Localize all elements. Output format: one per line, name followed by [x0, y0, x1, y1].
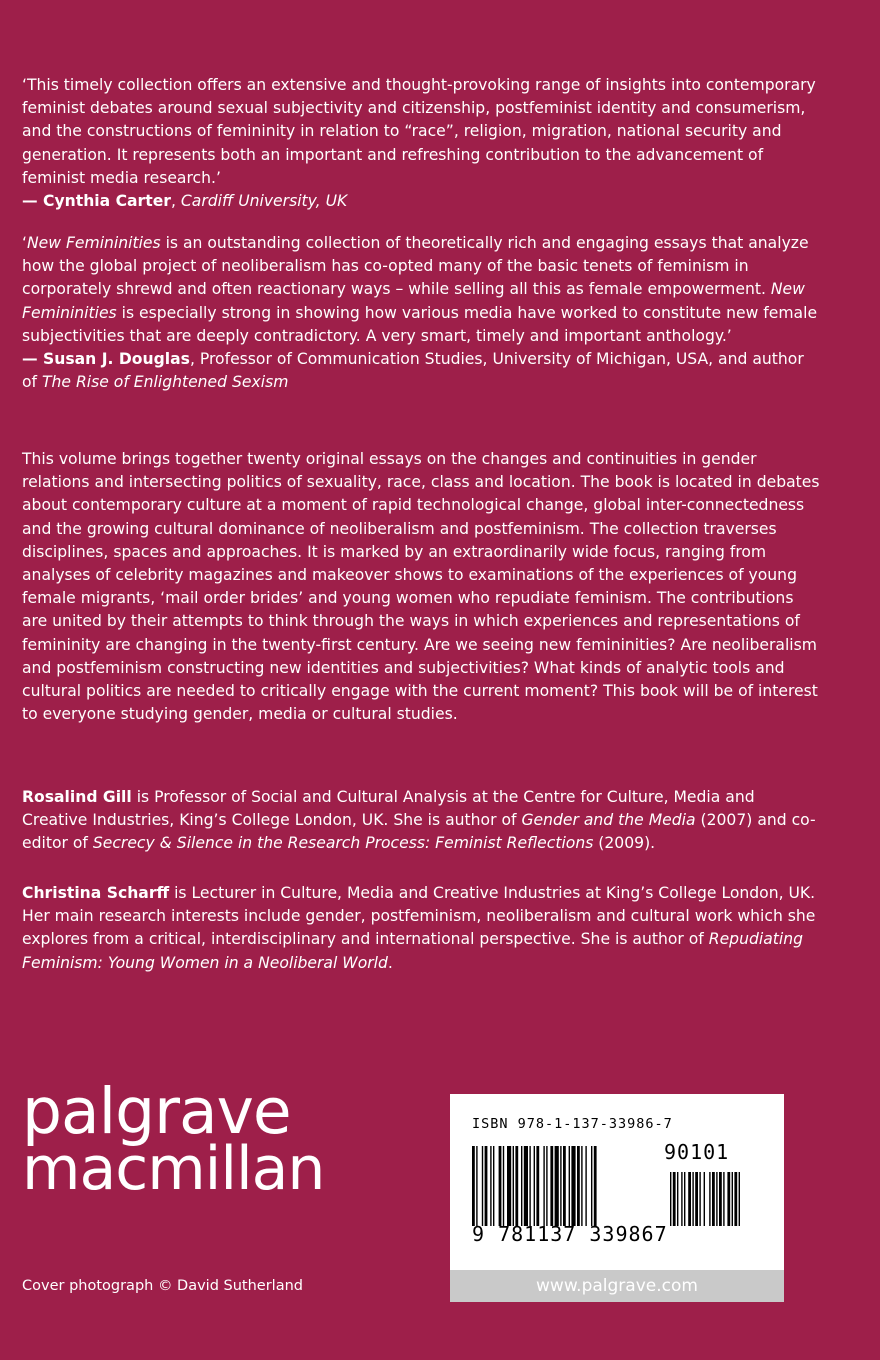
barcode-bar	[485, 1146, 488, 1226]
addon-bar	[723, 1172, 724, 1226]
barcode-bar	[476, 1146, 477, 1226]
addon-bar	[739, 1172, 740, 1226]
barcode-bar	[591, 1146, 592, 1226]
quote-2-book-title: New Femininities	[26, 234, 161, 252]
bio-2-book: Repudiating Feminism: Young Women in a Neoliberal World	[22, 930, 803, 972]
addon-bar	[692, 1172, 693, 1226]
barcode-bar	[513, 1146, 514, 1226]
barcode-bar	[521, 1146, 522, 1226]
cover-photo-credit: Cover photograph © David Sutherland	[22, 1278, 303, 1294]
publisher-website: www.palgrave.com	[450, 1270, 784, 1302]
addon-bar	[695, 1172, 698, 1226]
quote-2-author: Susan J. Douglas	[43, 350, 190, 369]
logo-line-1: palgrave	[22, 1075, 291, 1148]
addon-bar	[716, 1172, 717, 1226]
addon-bar	[712, 1172, 715, 1226]
quote-1-text: ‘This timely collection offers an extensive and thought-provoking range of insights into contemporary feminist debates around sexual subjectivity and citizenship, postfeminist identity and consumerism, and the constructions of femininity in relation to “race”, religion, migration, national security and generation. It represents both an important and refreshing contribution to the advancement of feminist media research.’	[22, 76, 816, 187]
barcode-bar	[581, 1146, 582, 1226]
barcode-panel	[450, 1094, 784, 1302]
addon-bar	[681, 1172, 682, 1226]
book-description	[22, 448, 822, 726]
barcode-bar	[472, 1146, 475, 1226]
barcode-bar	[560, 1146, 561, 1226]
addon-bar	[734, 1172, 737, 1226]
barcode-bar	[507, 1146, 511, 1226]
addon-bar	[727, 1172, 730, 1226]
price-addon-digits: 90101	[664, 1140, 730, 1164]
bio-1-name: Rosalind Gill	[22, 788, 132, 806]
isbn-label: ISBN 978-1-137-33986-7	[472, 1116, 673, 1132]
barcode-bar	[569, 1146, 570, 1226]
quote-2-dash: —	[22, 350, 44, 369]
description-text: This volume brings together twenty original essays on the changes and continuities in gender relations and intersecting politics of sexuality, race, class and location. The book is located in debates about contemporary culture at a moment of rapid technological change, global inter-connectedness and the growing cultural dominance of neoliberalism and postfeminism. The collection traverses disciplines, spaces and approaches. It is marked by an extraordinarily wide focus, ranging from analyses of celebrity magazines and makeover shows to examinations of the experiences of young female migrants, ‘mail order brides’ and young women who repudiate feminism. The contributions are united by their attempts to think through the ways in which experiences and representations of femininity are changing in the twenty-first century. Are we seeing new femininities? Are neoliberalism and postfeminism constructing new identities and subjectivities? What kinds of analytic tools and cultural politics are needed to critically engage with the current moment? This book will be of interest to everyone studying gender, media or cultural studies.	[22, 450, 820, 724]
publisher-logo	[22, 1075, 325, 1204]
barcode-bar	[534, 1146, 535, 1226]
addon-bar	[704, 1172, 705, 1226]
barcode-bar	[524, 1146, 528, 1226]
editor-bio-2	[22, 882, 822, 975]
barcode-bar	[515, 1146, 518, 1226]
bio-1-text-b: (2007) and co-editor of	[22, 811, 816, 853]
bio-1-book-1: Gender and the Media	[521, 811, 696, 830]
quote-2-text-b: is especially strong in showing how various media have worked to constitute new female subjectivities that are deeply contradictory. A very smart, timely and important anthology.’	[22, 303, 818, 345]
bio-1-text-a: is Professor of Social and Cultural Analysis at the Centre for Culture, Media and Creative Industries, King’s College London, UK. She is author of	[22, 788, 755, 830]
barcode-bar	[563, 1146, 566, 1226]
editor-bio-1	[22, 786, 822, 856]
addon-bar	[670, 1172, 671, 1226]
barcode-bar	[503, 1146, 504, 1226]
barcode-bars	[472, 1146, 762, 1228]
endorsement-quote-2	[22, 232, 822, 394]
barcode-bar	[536, 1146, 539, 1226]
barcode-bar	[550, 1146, 553, 1226]
quote-1-author: Cynthia Carter	[43, 192, 171, 211]
addon-bar	[709, 1172, 710, 1226]
bio-2-text-a: is Lecturer in Culture, Media and Creative Industries at King’s College London, UK. Her main research interests include gender, postfeminism, neoliberalism and cultural work which she explores from a critical, interdisciplinary and international perspective. She is author of	[22, 884, 816, 949]
bio-1-book-2: Secrecy & Silence in the Research Process: Feminist Reflections	[92, 834, 594, 853]
addon-bar	[684, 1172, 685, 1226]
addon-bar	[673, 1172, 676, 1226]
barcode-bar	[482, 1146, 483, 1226]
addon-bar	[688, 1172, 691, 1226]
barcode-bar	[546, 1146, 547, 1226]
logo-line-2: macmillan	[22, 1134, 325, 1204]
barcode-bar	[490, 1146, 491, 1226]
barcode-bar	[555, 1146, 559, 1226]
barcode-bar	[594, 1146, 597, 1226]
barcode-bar	[571, 1146, 575, 1226]
barcode-digits: 9 781137 339867	[472, 1222, 668, 1246]
barcode-bar	[493, 1146, 494, 1226]
barcode-bar	[577, 1146, 580, 1226]
quote-1-dash: —	[22, 192, 44, 211]
quote-2-text-a: is an outstanding collection of theoretically rich and engaging essays that analyze how the global project of neoliberalism has co-opted many of the basic tenets of feminism in corporately shrewd and often reactionary ways – while selling all this as female empowerment.	[22, 234, 809, 299]
endorsement-quote-1: ‘This timely collection offers an extensive and thought-provoking range of insights into contemporary feminist debates around sexual subjectivity and citizenship, postfeminist identity and consumerism, and the constructions of femininity in relation to “race”, religion, migration, national security and generation. It represents both an important and refreshing contribution to the advancement of feminist media research.’ — Cynthia Carter, Cardiff University, UK	[22, 76, 816, 211]
addon-bar	[732, 1172, 733, 1226]
barcode-bar	[585, 1146, 586, 1226]
quote-1-affiliation: Cardiff University, UK	[180, 192, 348, 211]
bio-2-text-b: .	[387, 953, 393, 972]
quote-2-open-quote: ‘	[22, 234, 27, 252]
barcode-bar	[543, 1146, 544, 1226]
addon-bar	[719, 1172, 722, 1226]
quote-2-book-title-2: New Femininities	[22, 280, 805, 322]
quote-2-affiliation: , Professor of Communication Studies, University of Michigan, USA, and author of	[22, 350, 804, 392]
addon-bar	[677, 1172, 678, 1226]
bio-1-text-c: (2009).	[593, 834, 656, 853]
barcode-bar	[499, 1146, 502, 1226]
addon-bar	[699, 1172, 700, 1226]
barcode-bar	[529, 1146, 530, 1226]
bio-2-name: Christina Scharff	[22, 884, 170, 902]
quote-2-author-book: The Rise of Enlightened Sexism	[42, 373, 289, 392]
